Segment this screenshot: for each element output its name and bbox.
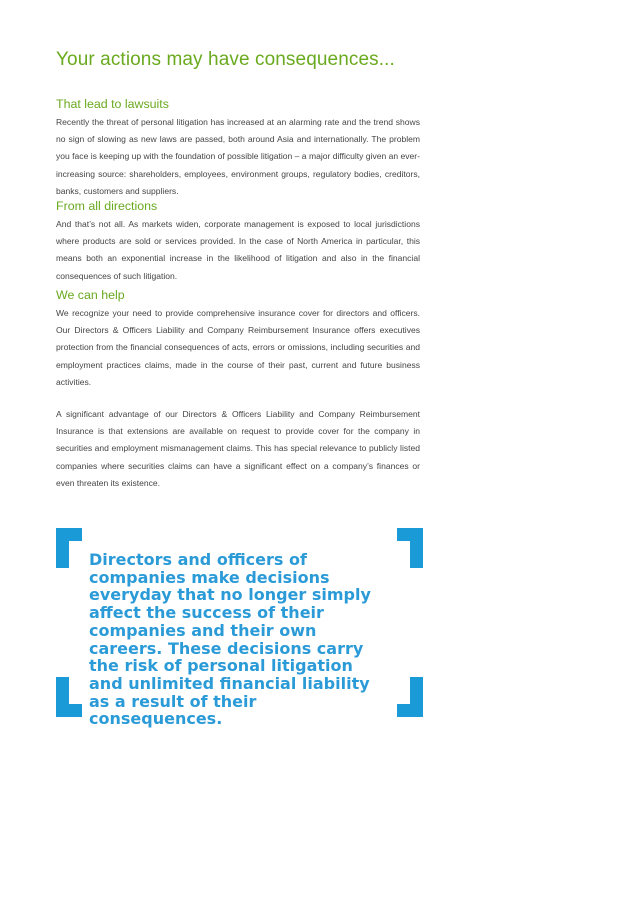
bracket-top-right-icon (397, 528, 423, 568)
section-paragraph: And that’s not all. As markets widen, corporate management is exposed to local jurisdictions where products are sold or services provided. In the case of North America in particular, this means both an exponential increase in the likelihood of litigation and also in the financial consequences of such litigation. (56, 219, 420, 281)
section-heading: We can help (56, 288, 125, 302)
bracket-bottom-left-icon (56, 677, 82, 717)
pull-quote: Directors and officers of companies make decisions everyday that no longer simply affect the success of their companies and their own careers. These decisions carry the risk of personal litigation and unlimited financial liability as a result of their consequences. (89, 550, 371, 729)
section-directions (56, 199, 420, 285)
bracket-bottom-right-icon (397, 677, 423, 717)
section-paragraph: We recognize your need to provide comprehensive insurance cover for directors and officers. Our Directors & Officers Liability and Company Reimbursement Insurance offers executives protection from the financial consequences of acts, errors or omissions, including securities and employment practices claims, made in the course of their past, current and future business activities. (56, 308, 420, 387)
section-heading: That lead to lawsuits (56, 97, 169, 111)
page-title: Your actions may have consequences... (56, 49, 395, 70)
section-heading: From all directions (56, 199, 158, 213)
bracket-top-left-icon (56, 528, 82, 568)
section-paragraph: Recently the threat of personal litigation has increased at an alarming rate and the trend shows no sign of slowing as new laws are passed, both around Asia and internationally. The problem you face is keeping up with the foundation of possible litigation – a major difficulty given an ever-increasing source: shareholders, employees, environment groups, regulatory bodies, creditors, banks, customers and suppliers. (56, 117, 420, 196)
section-lawsuits (56, 97, 420, 200)
section-paragraph: A significant advantage of our Directors & Officers Liability and Company Reimbursement Insurance is that extensions are available on request to provide cover for the company in securities and employment mismanagement claims. This has special relevance to publicly listed companies where securities claims can have a significant effect on a company’s finances or even threaten its existence. (56, 409, 420, 488)
section-help (56, 288, 420, 492)
